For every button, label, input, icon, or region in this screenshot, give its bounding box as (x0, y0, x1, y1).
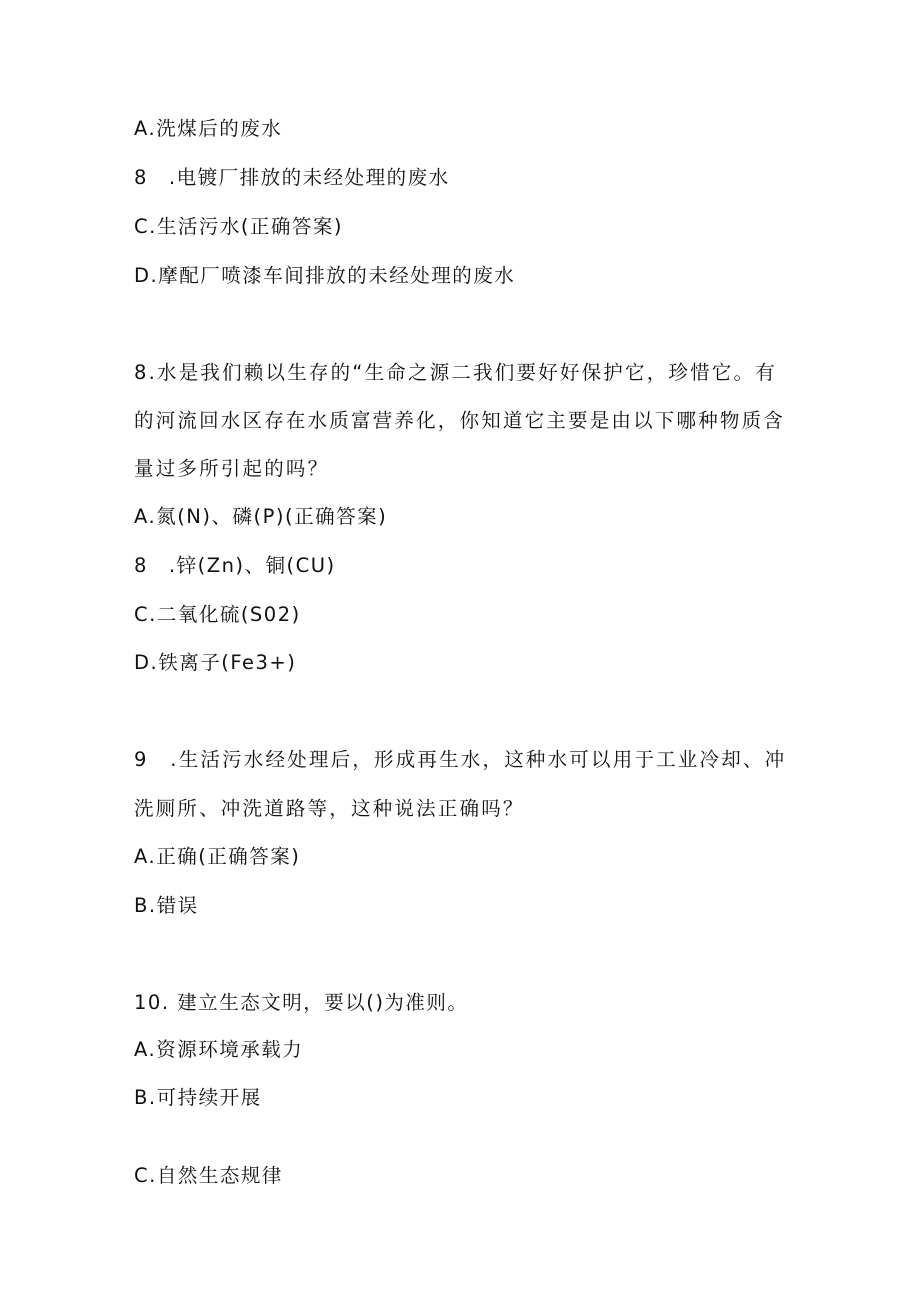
option-b-sustainable-development: B.可持续开展 (134, 1086, 262, 1109)
option-b-electroplating-wastewater: 8 .电镀厂排放的未经处理的废水 (134, 166, 450, 189)
question-10: 10. 建立生态文明，要以()为准则。 (134, 991, 469, 1014)
option-a-nitrogen-phosphorus: A.氮(N)、磷(P)(正确答案) (134, 505, 388, 528)
question-9-line-1: 9 .生活污水经处理后，形成再生水，这种水可以用于工业冷却、冲 (134, 748, 787, 771)
question-8-line-1: 8.水是我们赖以生存的“生命之源二我们要好好保护它，珍惜它。有 (134, 361, 777, 384)
option-c-sulfur-dioxide: C.二氧化硫(S02) (134, 603, 301, 626)
option-d-paint-workshop-wastewater: D.摩配厂喷漆车间排放的未经处理的废水 (134, 264, 516, 287)
option-b-wrong: B.错误 (134, 894, 199, 917)
option-a-coal-wastewater: A.洗煤后的废水 (134, 117, 283, 140)
option-a-resource-capacity: A.资源环境承载力 (134, 1038, 304, 1061)
option-d-iron-ion: D.铁离子(Fe3+) (134, 651, 297, 674)
option-b-zinc-copper: 8 .锌(Zn)、铜(CU) (134, 554, 336, 577)
option-a-correct: A.正确(正确答案) (134, 845, 301, 868)
question-8-line-3: 量过多所引起的吗？ (134, 457, 330, 480)
question-8-line-2: 的河流回水区存在水质富营养化，你知道它主要是由以下哪种物质含 (134, 409, 786, 432)
option-c-domestic-sewage: C.生活污水(正确答案) (134, 215, 344, 238)
option-c-natural-ecological-law: C.自然生态规律 (134, 1164, 283, 1187)
question-9-line-2: 洗厕所、冲洗道路等，这种说法正确吗？ (134, 797, 525, 820)
